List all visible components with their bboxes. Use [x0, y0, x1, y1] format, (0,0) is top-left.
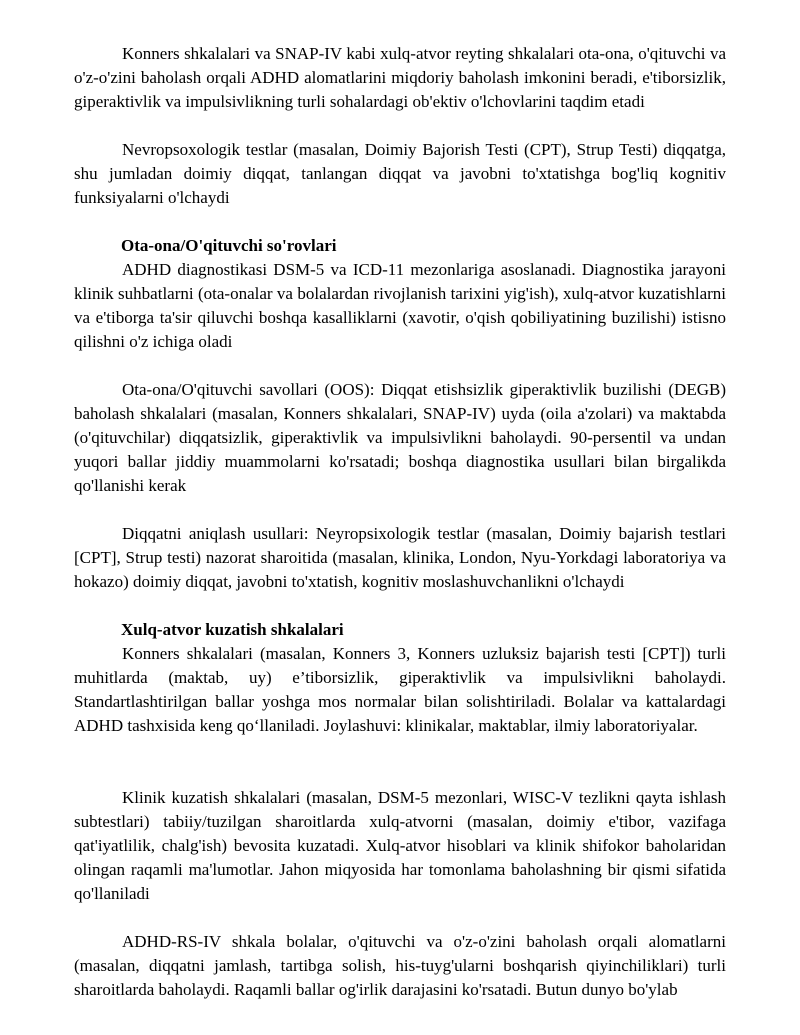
paragraph-rating-scales: Konners shkalalari va SNAP-IV kabi xulq-atvor reyting shkalalari ota-ona, o'qituvchi va o'z-o'zini baholash orqali ADHD alomatlarini miqdoriy baholash imkonini beradi, e'tiborsizlik, giperaktivlik va impulsivlikning turli sohalardagi ob'ektiv o'lchovlarini taqdim etadi: [74, 44, 726, 111]
section-heading-behavior-observation-scales: Xulq-atvor kuzatish shkalalari: [121, 620, 344, 639]
paragraph-adhd-rs-iv: ADHD-RS-IV shkala bolalar, o'qituvchi va o'z-o'zini baholash orqali alomatlarni (masalan, diqqatni jamlash, tartibga solish, his-tuyg'ularni boshqarish qiyinchiliklari) turli sharoitlarda baholaydi. Raqamli ballar og'irlik darajasini ko'rsatadi. Butun dunyo bo'ylab: [74, 932, 726, 999]
paragraph-parent-teacher-questions: Ota-ona/O'qituvchi savollari (OOS): Diqqat etishsizlik giperaktivlik buzilishi (DEGB) baholash shkalalari (masalan, Konners shkalalari, SNAP-IV) uyda (oila a'zolari) va maktabda (o'qituvchilar) diqqatsizlik, giperaktivlik va impulsivlikni baholaydi. 90-persentil va undan yuqori ballar jiddiy muammolarni ko'rsatadi; boshqa diagnostika usullari bilan birgalikda qo'llanishi kerak: [74, 380, 726, 495]
document-page: [74, 42, 726, 1002]
paragraph-attention-methods: Diqqatni aniqlash usullari: Neyropsixologik testlar (masalan, Doimiy bajarish testlari [CPT], Strup testi) nazorat sharoitida (masalan, klinika, London, Nyu-Yorkdagi laboratoriya va hokazo) doimiy diqqat, javobni to'xtatish, kognitiv moslashuvchanlikni o'lchaydi: [74, 524, 726, 591]
paragraph-clinical-observation: Klinik kuzatish shkalalari (masalan, DSM-5 mezonlari, WISC-V tezlikni qayta ishlash subtestlari) tabiiy/tuzilgan sharoitlarda xulq-atvorni (masalan, doimiy e'tibor, vazifaga qat'iyatlilik, chalg'ish) bevosita kuzatadi. Xulq-atvor hisoblari va klinik shifokor baholaridan olingan raqamli ma'lumotlar. Jahon miqyosida har tomonlama baholashning bir qismi sifatida qo'llaniladi: [74, 788, 726, 903]
paragraph-diagnostics: ADHD diagnostikasi DSM-5 va ICD-11 mezonlariga asoslanadi. Diagnostika jarayoni klinik suhbatlarni (ota-onalar va bolalardan rivojlanish tarixini yig'ish), xulq-atvor kuzatishlarni va e'tiborga ta'sir qiluvchi boshqa kasalliklarni (xavotir, o'qish qobiliyatining buzilishi) istisno qilishni o'z ichiga oladi: [74, 260, 726, 351]
paragraph-neuropsych-tests: Nevropsoxologik testlar (masalan, Doimiy Bajorish Testi (CPT), Strup Testi) diqqatga, shu jumladan doimiy diqqat, tanlangan diqqat va javobni to'xtatishga bog'liq kognitiv funksiyalarni o'lchaydi: [74, 140, 726, 207]
section-heading-parent-teacher-surveys: Ota-ona/O'qituvchi so'rovlari: [121, 236, 337, 255]
paragraph-conners-scales: Konners shkalalari (masalan, Konners 3, Konners uzluksiz bajarish testi [CPT]) turli muhitlarda (maktab, uy) e’tiborsizlik, giperaktivlik va impulsivlikni baholaydi. Standartlashtirilgan ballar yoshga mos normalar bilan solishtiriladi. Bolalar va kattalardagi ADHD tashxisida keng qo‘llaniladi. Joylashuvi: klinikalar, maktablar, ilmiy laboratoriyalar.: [74, 644, 726, 735]
